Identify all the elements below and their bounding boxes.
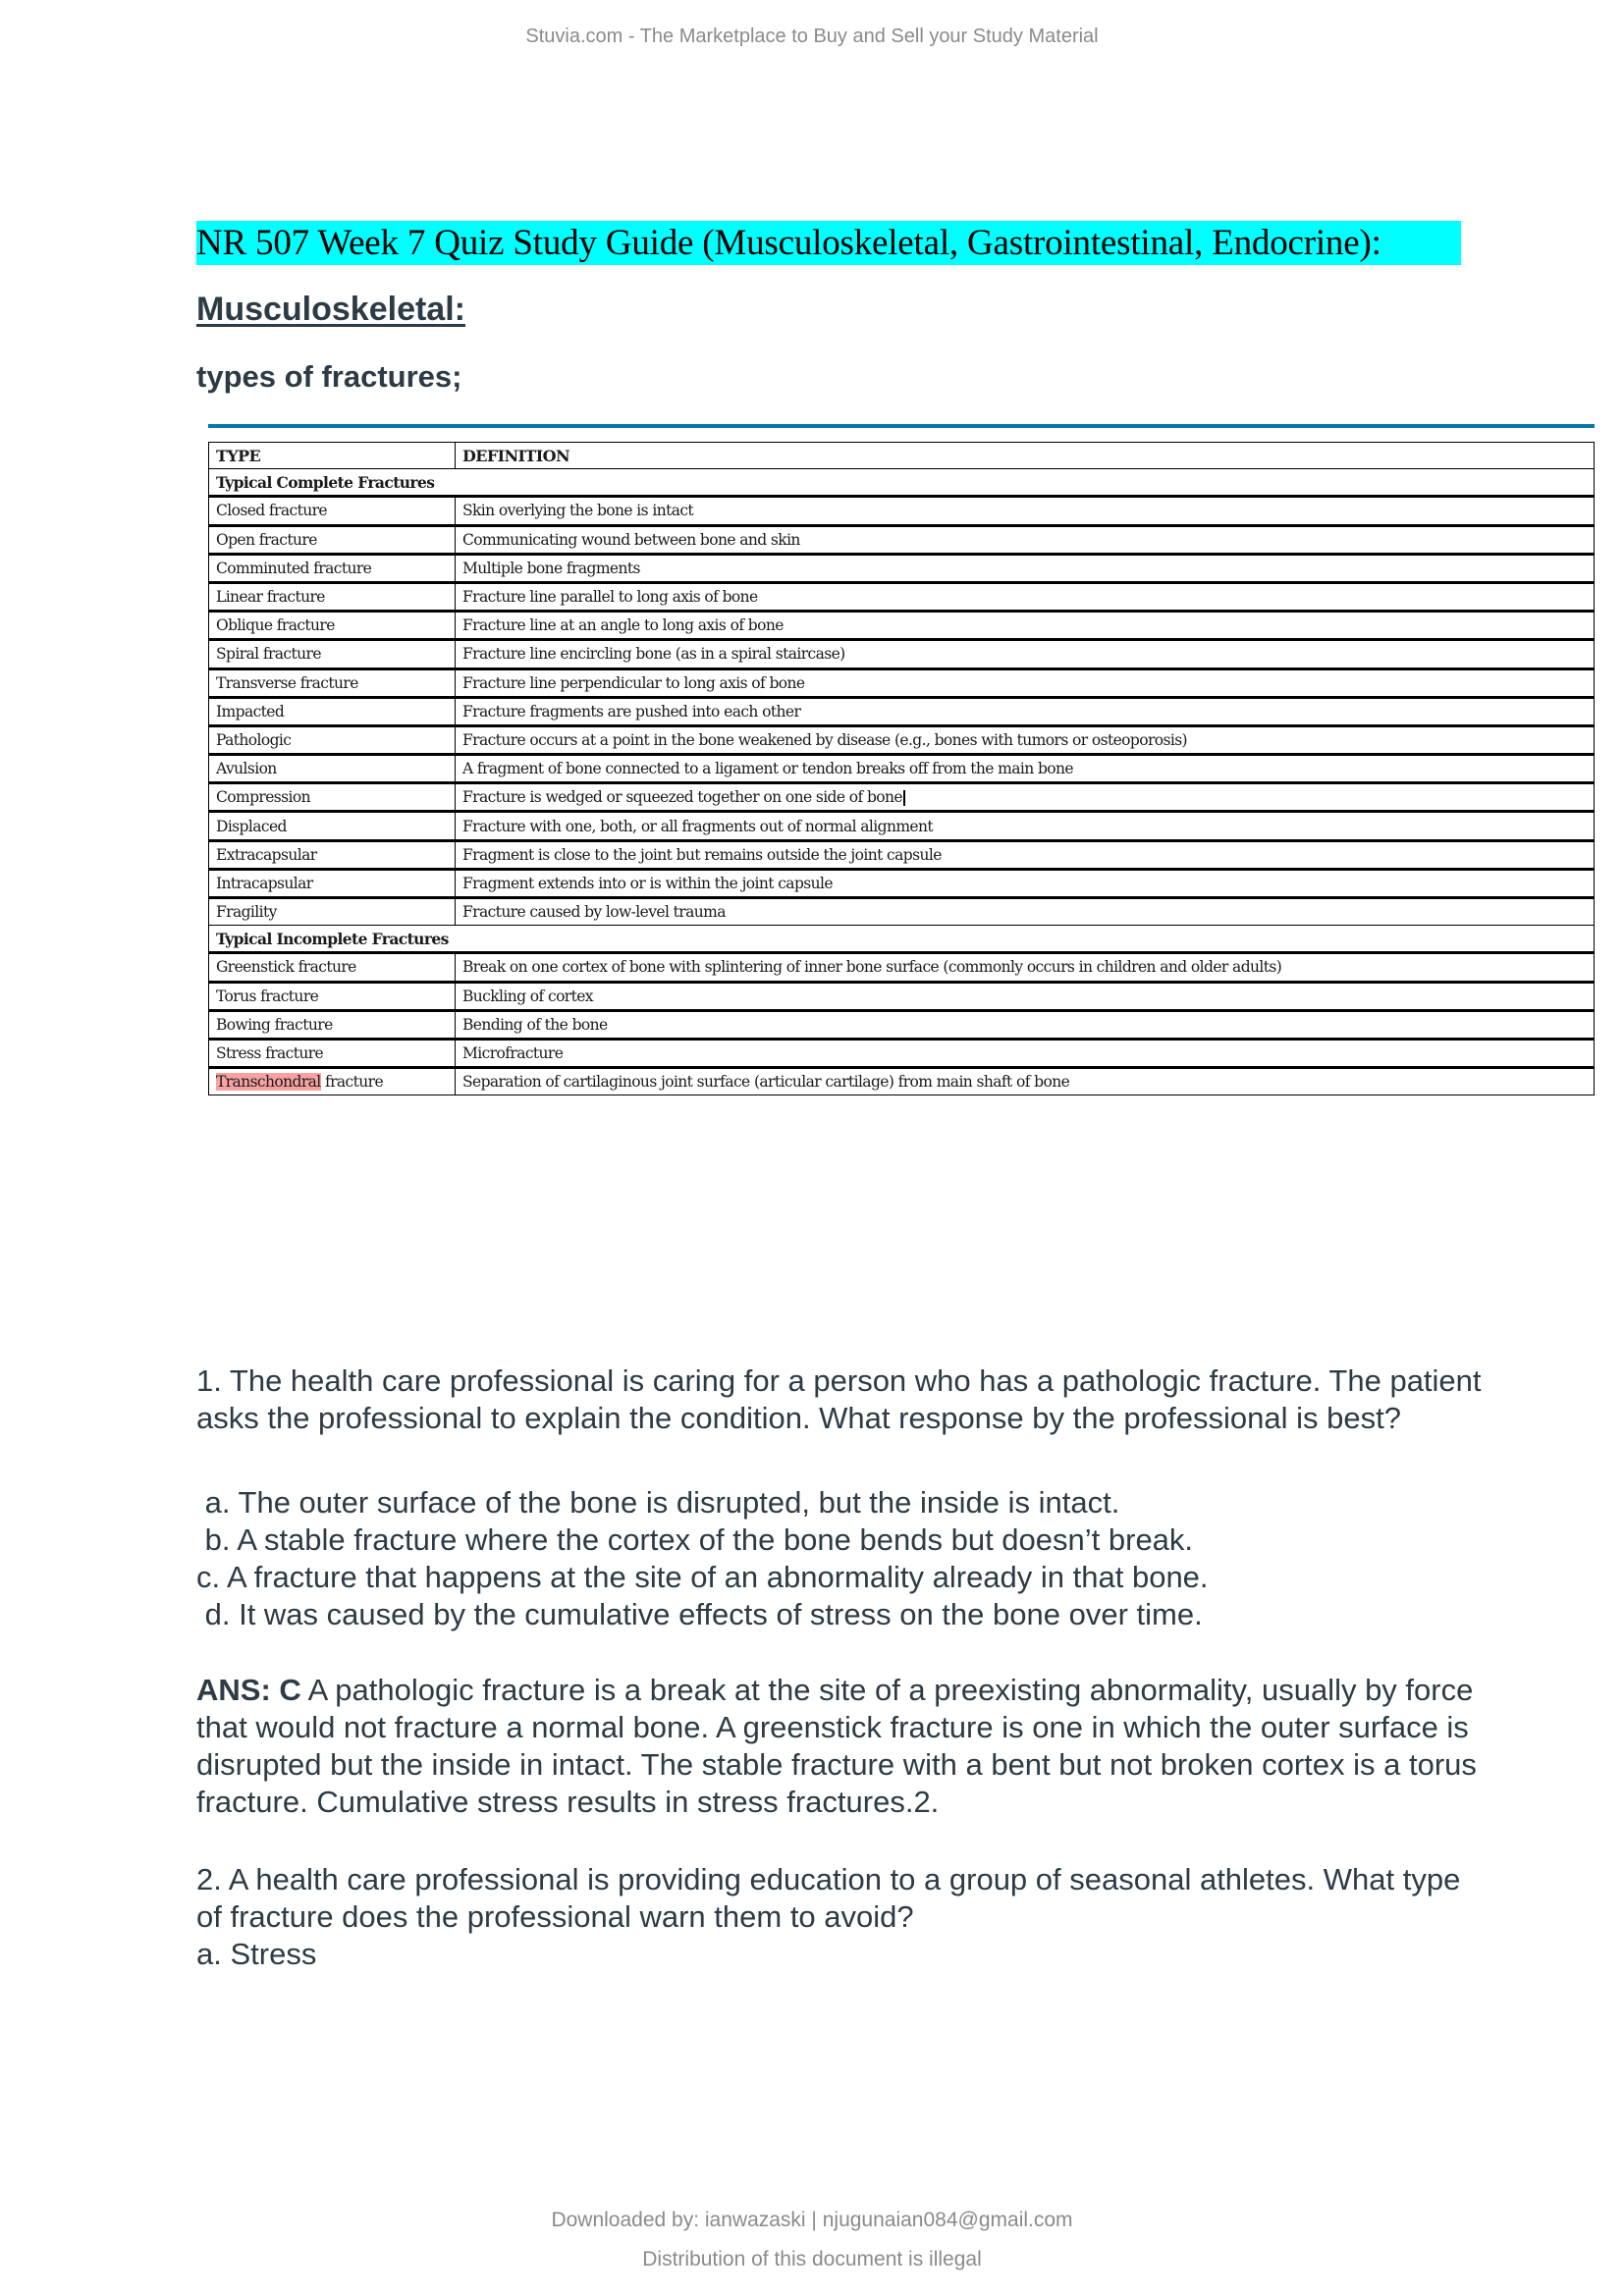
fracture-type: Closed fracture (209, 497, 456, 525)
fracture-type: Transverse fracture (209, 668, 456, 697)
table-row (209, 1010, 1595, 1039)
fracture-type: Intracapsular (209, 869, 456, 897)
fracture-definition: Fracture line encircling bone (as in a spiral staircase) (456, 640, 1595, 668)
section-heading-musculoskeletal: Musculoskeletal: (196, 291, 465, 328)
page-header: Stuvia.com - The Marketplace to Buy and Sell your Study Material (525, 26, 1099, 47)
horizontal-rule (208, 424, 1595, 428)
table-row (209, 668, 1595, 697)
fracture-definition: Fracture occurs at a point in the bone weakened by disease (e.g., bones with tumors or osteoporosis) (456, 725, 1595, 754)
subheading-types-of-fractures: types of fractures; (196, 359, 462, 394)
fracture-definition: Multiple bone fragments (456, 554, 1595, 582)
fracture-type: Compression (209, 783, 456, 812)
table-section-row (209, 469, 1595, 497)
fracture-definition: Fracture caused by low-level trauma (456, 898, 1595, 926)
fracture-definition: Skin overlying the bone is intact (456, 497, 1595, 525)
download-info: Downloaded by: ianwazaski | njugunaian084@gmail.com (551, 2209, 1073, 2231)
table-row (209, 582, 1595, 611)
fracture-type (209, 1068, 456, 1095)
fracture-definition: Separation of cartilaginous joint surface (articular cartilage) from main shaft of bone (456, 1068, 1595, 1095)
option-d (196, 1596, 1492, 1633)
fracture-type: Oblique fracture (209, 612, 456, 640)
fracture-type-rest: fracture (320, 1073, 384, 1092)
fracture-definition: Communicating wound between bone and skin (456, 525, 1595, 554)
option-b (196, 1522, 1492, 1559)
spellcheck-highlight: Transchondral (216, 1073, 321, 1092)
table-row (209, 1068, 1595, 1095)
table-row (209, 898, 1595, 926)
fracture-definition: Break on one cortex of bone with splintering of inner bone surface (commonly occurs in children and older adults) (456, 953, 1595, 982)
fracture-type: Linear fracture (209, 582, 456, 611)
fracture-type: Impacted (209, 697, 456, 725)
fracture-definition: Fracture line parallel to long axis of bone (456, 582, 1595, 611)
fracture-type: Fragility (209, 898, 456, 926)
document-title: NR 507 Week 7 Quiz Study Guide (Musculoskeletal, Gastrointestinal, Endocrine): (196, 221, 1461, 265)
fracture-type: Avulsion (209, 755, 456, 783)
table-row (209, 525, 1595, 554)
table-row (209, 953, 1595, 982)
question-2 (196, 1861, 1492, 1973)
fracture-type: Open fracture (209, 525, 456, 554)
option-text: d. It was caused by the cumulative effects of stress on the bone over time. (196, 1597, 1203, 1631)
table-header-row (209, 443, 1595, 469)
column-header-type: TYPE (209, 443, 456, 469)
question-2-stem: 2. A health care professional is providing education to a group of seasonal athletes. What type of fracture does the professional warn them to avoid? (196, 1862, 1461, 1934)
fracture-definition: Fragment is close to the joint but remains outside the joint capsule (456, 840, 1595, 869)
answer-text: A pathologic fracture is a break at the site of a preexisting abnormality, usually by force that would not fracture a normal bone. A greenstick fracture is one in which the outer surface is disrupted but the inside in intact. The stable fracture with a bent but not broken cortex is a torus fracture. Cumulative stress results in stress fractures.2. (196, 1673, 1477, 1819)
fracture-type: Spiral fracture (209, 640, 456, 668)
text-cursor (903, 790, 905, 806)
fracture-definition: A fragment of bone connected to a ligament or tendon breaks off from the main bone (456, 755, 1595, 783)
fracture-type: Comminuted fracture (209, 554, 456, 582)
table-row (209, 1039, 1595, 1067)
fracture-type: Bowing fracture (209, 1010, 456, 1039)
answer-explanation (196, 1672, 1492, 1821)
option-text: b. A stable fracture where the cortex of the bone bends but doesn’t break. (196, 1522, 1194, 1557)
section-label-complete: Typical Complete Fractures (209, 469, 1595, 497)
fracture-definition: Fracture line at an angle to long axis of bone (456, 612, 1595, 640)
fracture-definition: Fracture with one, both, or all fragments out of normal alignment (456, 812, 1595, 840)
fracture-definition: Bending of the bone (456, 1010, 1595, 1039)
table-row (209, 840, 1595, 869)
fracture-type: Greenstick fracture (209, 953, 456, 982)
fracture-definition (456, 783, 1595, 812)
option-a: a. Stress (196, 1937, 317, 1971)
table-row (209, 697, 1595, 725)
option-text: a. The outer surface of the bone is disrupted, but the inside is intact. (196, 1485, 1120, 1520)
fracture-definition: Fragment extends into or is within the joint capsule (456, 869, 1595, 897)
table-row (209, 640, 1595, 668)
fracture-definition: Buckling of cortex (456, 982, 1595, 1010)
table-row (209, 554, 1595, 582)
fracture-type: Extracapsular (209, 840, 456, 869)
question-1-stem: 1. The health care professional is caring for a person who has a pathologic fracture. The patient asks the professional to explain the condition. What response by the professional is best? (196, 1363, 1482, 1435)
option-c (196, 1559, 1492, 1596)
fracture-types-table (208, 442, 1595, 1095)
fracture-type: Pathologic (209, 725, 456, 754)
fracture-definition: Fracture line perpendicular to long axis of bone (456, 668, 1595, 697)
table-section-row (209, 926, 1595, 953)
table-row (209, 783, 1595, 812)
table-row (209, 869, 1595, 897)
fracture-definition: Fracture fragments are pushed into each other (456, 697, 1595, 725)
fracture-type: Torus fracture (209, 982, 456, 1010)
definition-text: Fracture is wedged or squeezed together on one side of bone (462, 788, 902, 807)
table-row (209, 497, 1595, 525)
answer-label: ANS: C (196, 1673, 301, 1707)
fracture-type: Displaced (209, 812, 456, 840)
fracture-definition: Microfracture (456, 1039, 1595, 1067)
option-text: c. A fracture that happens at the site of an abnormality already in that bone. (196, 1560, 1209, 1594)
table-row (209, 725, 1595, 754)
table-row (209, 755, 1595, 783)
table-row (209, 812, 1595, 840)
column-header-definition: DEFINITION (456, 443, 1595, 469)
question-1-options (196, 1484, 1492, 1633)
table-row (209, 982, 1595, 1010)
distribution-notice: Distribution of this document is illegal (642, 2248, 982, 2270)
fracture-type: Stress fracture (209, 1039, 456, 1067)
option-a (196, 1484, 1492, 1522)
section-label-incomplete: Typical Incomplete Fractures (209, 926, 1595, 953)
table-row (209, 612, 1595, 640)
